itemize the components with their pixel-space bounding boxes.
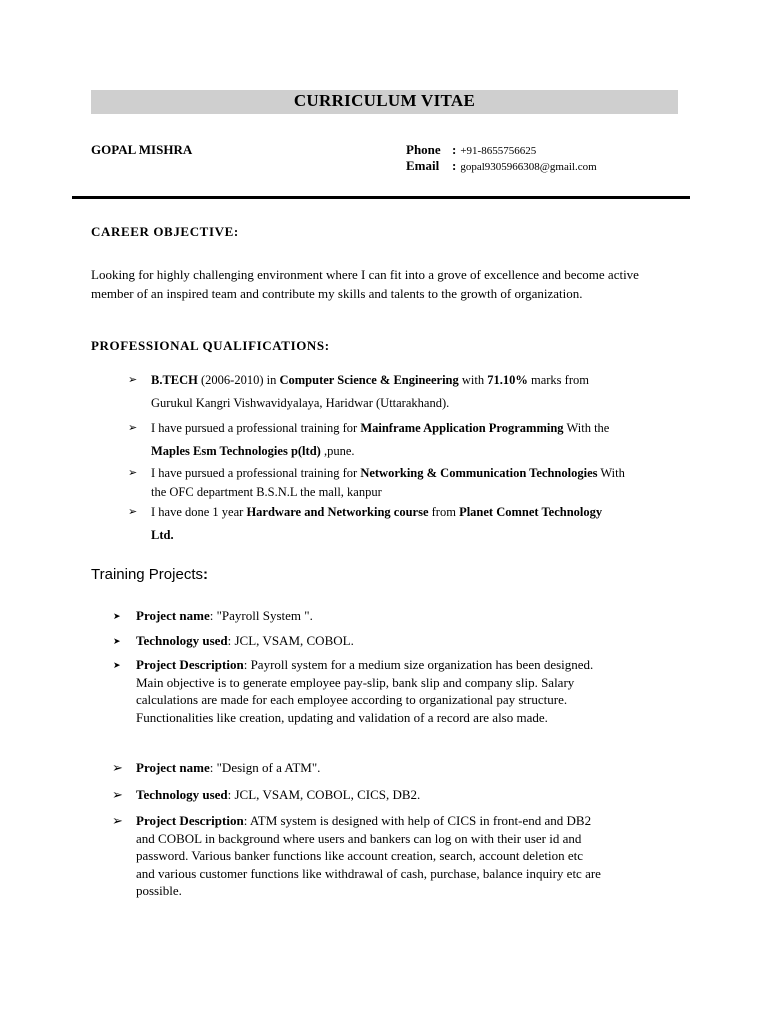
technology-value: : JCL, VSAM, COBOL. (227, 633, 354, 648)
training-department: the OFC department B.S.N.L the mall, kanpur (151, 485, 382, 499)
project-name-label: Project name (136, 608, 210, 623)
university: Gurukul Kangri Vishwavidyalaya, Haridwar (Uttarakhand). (151, 396, 450, 410)
career-objective-text (91, 265, 701, 303)
training-location: ,pune. (320, 444, 355, 458)
bullet-arrow-icon: ➤ (113, 660, 121, 670)
marks-suffix: marks from (527, 373, 589, 387)
training-suffix: With (597, 466, 625, 480)
email-label: Email (406, 158, 440, 173)
course-mid: from (428, 505, 460, 519)
marks-connector: with (458, 373, 488, 387)
description-line-3: calculations are made for each employee according to organizational pay structure. (136, 692, 568, 707)
phone-separator: : (452, 142, 457, 157)
phone-row (406, 142, 536, 158)
course-company: Planet Comnet Technology (459, 505, 603, 519)
training-course: Networking & Communication Technologies (360, 466, 598, 480)
phone-label: Phone (406, 142, 441, 157)
training-projects-heading (91, 566, 208, 583)
technology-label: Technology used (136, 633, 228, 648)
training-company: Maples Esm Technologies p(ltd) (151, 444, 321, 458)
description-line-1: : Payroll system for a medium size organization has been designed. (243, 657, 594, 672)
description-line-2: and COBOL in background where users and bankers can log on with their user id and (136, 830, 582, 846)
objective-line-1: Looking for highly challenging environment where I can fit into a grove of excellence and become active (91, 267, 639, 282)
bullet-arrow-icon: ➢ (128, 467, 138, 479)
email-separator: : (452, 158, 457, 173)
description-line-2: Main objective is to generate employee pay-slip, bank slip and company slip. Salary (136, 674, 575, 690)
training-prefix: I have pursued a professional training for (151, 421, 361, 435)
degree-years: (2006-2010) in (197, 373, 280, 387)
email-value: gopal9305966308@gmail.com (460, 161, 597, 173)
course-company-suffix: Ltd. (151, 528, 174, 542)
description-line-4: Functionalities like creation, updating and validation of a record are also made. (136, 709, 548, 725)
objective-line-2: member of an inspired team and contribute my skills and talents to the growth of organization. (91, 286, 583, 301)
bullet-arrow-icon: ➢ (128, 506, 138, 518)
technology-value: : JCL, VSAM, COBOL, CICS, DB2. (227, 787, 421, 802)
document-title: CURRICULUM VITAE (293, 91, 476, 110)
phone-value: +91-8655756625 (460, 145, 537, 157)
course-name: Hardware and Networking course (246, 505, 429, 519)
bullet-arrow-icon: ➢ (112, 787, 123, 802)
description-line-3: password. Various banker functions like account creation, search, account deletion etc (136, 848, 584, 863)
project-name-value: : "Payroll System ". (209, 608, 313, 623)
marks-value: 71.10% (487, 373, 528, 387)
email-row (406, 158, 597, 174)
degree: B.TECH (151, 373, 198, 387)
description-line-5: possible. (136, 883, 182, 898)
description-line-4: and various customer functions like withdrawal of cash, purchase, balance inquiry etc are (136, 865, 601, 881)
training-heading-colon: : (203, 566, 208, 583)
bullet-arrow-icon: ➢ (112, 813, 123, 828)
bullet-arrow-icon: ➢ (128, 374, 138, 386)
bullet-arrow-icon: ➤ (113, 636, 121, 646)
description-label: Project Description (136, 657, 244, 672)
qualification-item (128, 369, 688, 415)
project-name-value: : "Design of a ATM". (209, 760, 321, 775)
bullet-arrow-icon: ➤ (113, 611, 121, 621)
description-label: Project Description (136, 813, 244, 828)
bullet-arrow-icon: ➢ (128, 422, 138, 434)
training-course: Mainframe Application Programming (360, 421, 564, 435)
qualification-item (128, 501, 688, 547)
degree-field: Computer Science & Engineering (279, 373, 459, 387)
bullet-arrow-icon: ➢ (112, 760, 123, 775)
header-divider (72, 196, 690, 199)
project-name-label: Project name (136, 760, 210, 775)
title-bar (91, 90, 678, 114)
career-objective-heading: CAREER OBJECTIVE: (91, 224, 239, 239)
technology-label: Technology used (136, 787, 228, 802)
qualifications-heading: PROFESSIONAL QUALIFICATIONS: (91, 338, 330, 353)
training-prefix: I have pursued a professional training for (151, 466, 361, 480)
training-suffix: With the (563, 421, 610, 435)
qualification-item (128, 417, 688, 463)
description-line-1: : ATM system is designed with help of CICS in front-end and DB2 (243, 813, 592, 828)
course-prefix: I have done 1 year (151, 505, 247, 519)
qualification-item (128, 464, 688, 504)
candidate-name: GOPAL MISHRA (91, 142, 193, 157)
training-heading-text: Training Projects (91, 566, 203, 583)
